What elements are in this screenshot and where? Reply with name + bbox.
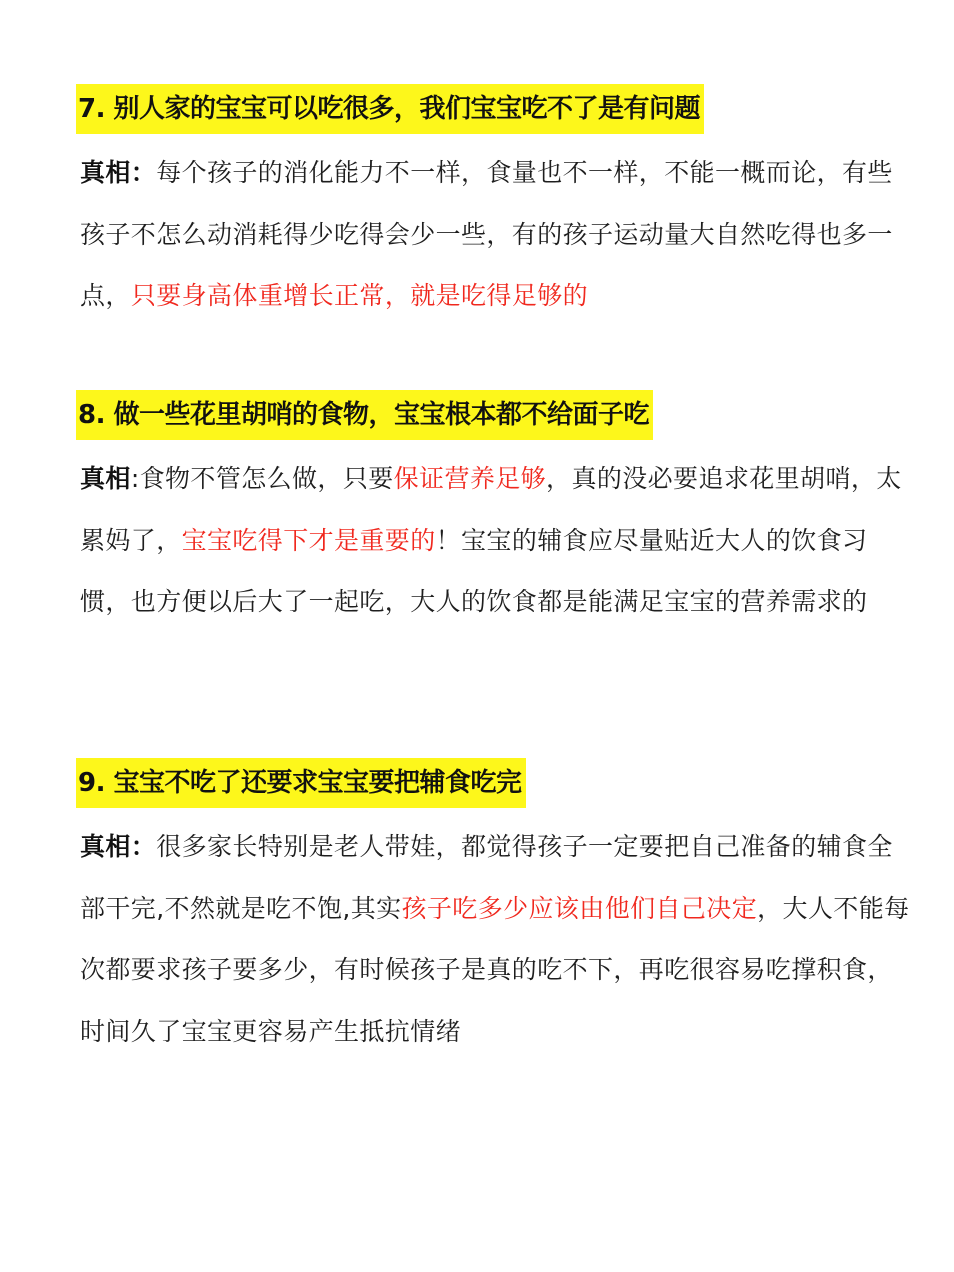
highlighted-text: 保证营养足够 — [393, 464, 547, 493]
highlighted-text: 只要身高体重增长正常，就是吃得足够的 — [130, 281, 589, 310]
section-heading: 9. 宝宝不吃了还要求宝宝要把辅食吃完 — [76, 758, 526, 808]
paragraph-text: 很多家长特别是老人带娃，都觉得孩子一定要把自己准备的辅食全部干完,不然就是吃不饱,其实 — [80, 832, 893, 923]
section-paragraph — [80, 448, 910, 633]
paragraph-text: :食物不管怎么做，只要 — [130, 464, 394, 493]
truth-label: 真相： — [80, 158, 157, 187]
paragraph-text: ，大人不能每次都要求孩子要多少，有时候孩子是真的吃不下，再吃很容易吃撑积食，时间久了宝宝更容易产生抵抗情绪 — [80, 893, 910, 1046]
paragraph-text: 每个孩子的消化能力不一样，食量也不一样，不能一概而论，有些孩子不怎么动消耗得少吃得会少一些，有的孩子运动量大自然吃得也多一点， — [80, 158, 893, 310]
truth-label: 真相 — [80, 464, 131, 493]
paragraph-text: ！宝宝的辅食应尽量贴近大人的饮食习惯，也方便以后大了一起吃，大人的饮食都是能满足宝宝的营养需求的 — [80, 525, 868, 616]
truth-label: 真相： — [80, 832, 157, 861]
highlighted-text: 孩子吃多少应该由他们自己决定 — [401, 893, 758, 923]
section-paragraph — [80, 142, 910, 327]
section-paragraph — [80, 816, 910, 1062]
paragraph-text: ，真的没必要追求花里胡哨，太累妈了， — [80, 464, 902, 555]
highlighted-text: 宝宝吃得下才是重要的 — [181, 525, 436, 555]
section-heading: 8. 做一些花里胡哨的食物，宝宝根本都不给面子吃 — [76, 390, 653, 440]
section-heading: 7. 别人家的宝宝可以吃很多，我们宝宝吃不了是有问题 — [76, 84, 704, 134]
